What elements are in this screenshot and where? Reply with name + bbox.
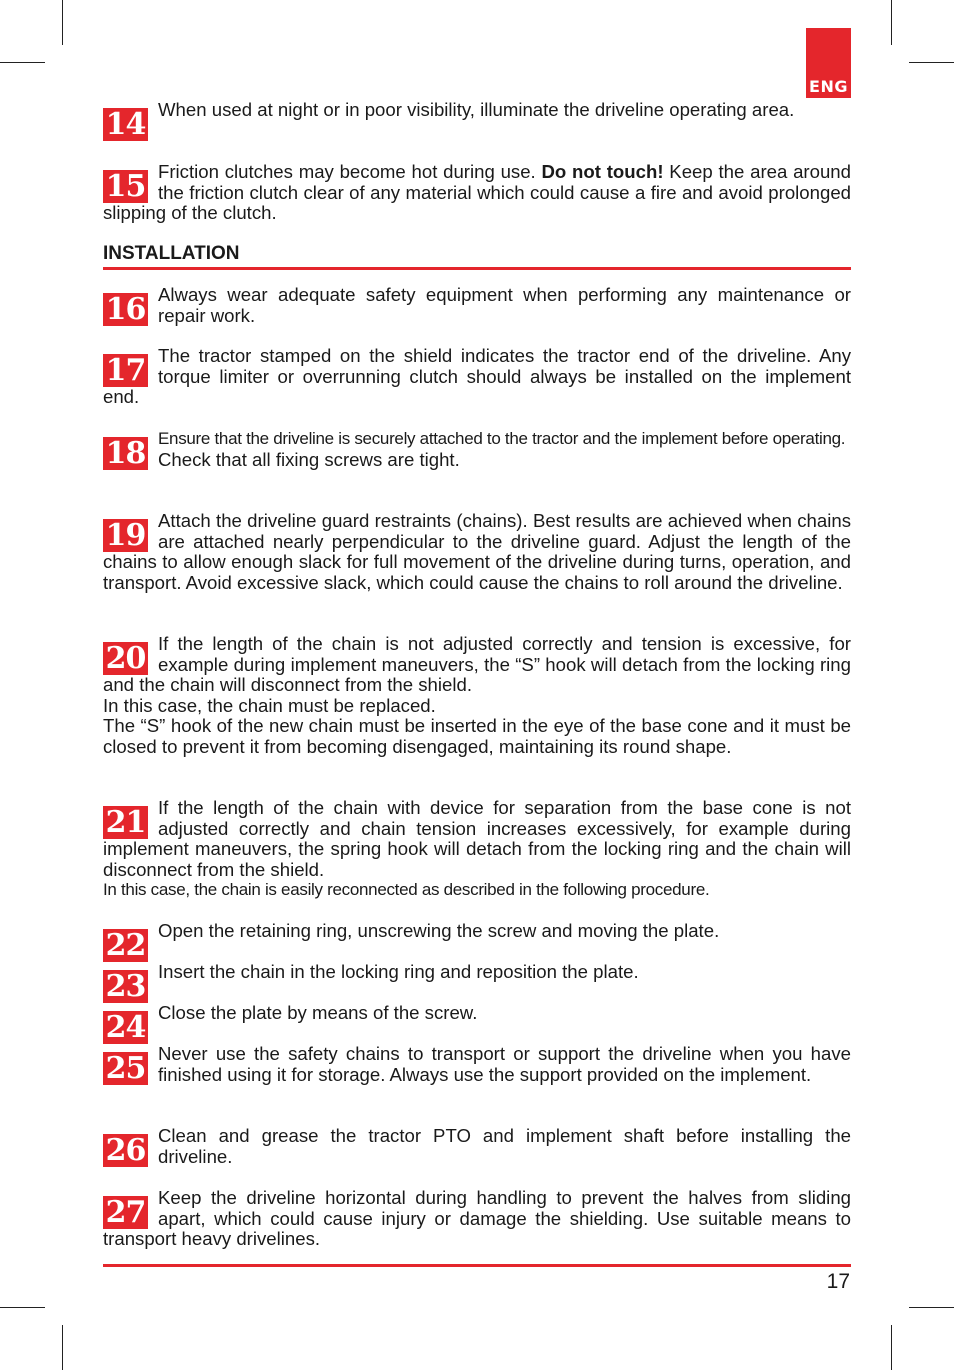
footer-rule <box>103 1264 851 1267</box>
item-number: 25 <box>103 1052 148 1085</box>
crop-mark <box>62 0 63 45</box>
list-item <box>103 1003 851 1044</box>
item-text: If the length of the chain with device for separation from the base cone is not adjusted correctly and chain tension increases excessively, for example during implement maneuvers, the spring hook will detach from the locking ring and the chain will disconnect from the shield. <box>103 797 851 880</box>
list-item <box>103 511 851 593</box>
list-item <box>103 285 851 326</box>
crop-mark <box>0 62 45 63</box>
item-text-post: Keep the area around the friction clutch clear of any material which could cause a fire and avoid prolonged slipping of the clutch. <box>103 161 851 224</box>
section-title: INSTALLATION <box>103 243 240 264</box>
item-number: 16 <box>103 293 148 326</box>
language-tab <box>806 28 851 98</box>
section-rule <box>103 267 851 270</box>
item-text: Clean and grease the tractor PTO and implement shaft before installing the driveline. <box>158 1125 851 1167</box>
list-item <box>103 1044 851 1085</box>
warning-text: Do not touch! <box>541 161 664 182</box>
list-item <box>103 429 851 470</box>
list-item <box>103 100 851 141</box>
crop-mark <box>909 62 954 63</box>
item-text: The “S” hook of the new chain must be inserted in the eye of the base cone and it must be closed to prevent it from becoming disengaged, maintaining its round shape. <box>103 715 851 757</box>
item-text: In this case, the chain is easily reconnected as described in the following procedure. <box>103 880 710 900</box>
list-item <box>103 162 851 224</box>
crop-mark <box>909 1307 954 1308</box>
list-item <box>103 921 851 962</box>
item-number: 22 <box>103 929 148 962</box>
page-number: 17 <box>826 1270 850 1293</box>
item-number: 19 <box>103 519 148 552</box>
list-item <box>103 634 851 758</box>
item-text: Always wear adequate safety equipment when performing any maintenance or repair work. <box>158 284 851 326</box>
item-number: 24 <box>103 1011 148 1044</box>
item-text: In this case, the chain must be replaced. <box>103 694 436 716</box>
item-text-pre: Friction clutches may become hot during use. <box>158 161 542 182</box>
item-text: Check that all fixing screws are tight. <box>158 448 460 470</box>
item-text: Open the retaining ring, unscrewing the screw and moving the plate. <box>158 920 720 941</box>
item-number: 26 <box>103 1134 148 1167</box>
list-item <box>103 346 851 408</box>
item-text: Ensure that the driveline is securely attached to the tractor and the implement before operating. <box>158 429 846 448</box>
item-number: 15 <box>103 170 148 203</box>
item-text: Keep the driveline horizontal during handling to prevent the halves from sliding apart, which could cause injury or damage the shielding. Use suitable means to transport heavy drivelines. <box>103 1187 851 1250</box>
list-item <box>103 1126 851 1167</box>
item-text <box>103 162 851 224</box>
list-item <box>103 798 851 901</box>
item-text: Close the plate by means of the screw. <box>158 1002 478 1023</box>
item-number: 18 <box>103 437 148 470</box>
crop-mark <box>62 1325 63 1370</box>
item-text: Attach the driveline guard restraints (chains). Best results are achieved when chains are attached nearly perpendicular to the driveline guard. Adjust the length of the chains to allow enough slack for full movement of the driveline during turns, operation, and transport. Avoid excessive slack, which could cause the chains to roll around the driveline. <box>103 510 851 593</box>
crop-mark <box>891 1325 892 1370</box>
item-number: 17 <box>103 354 148 387</box>
item-number: 21 <box>103 806 148 839</box>
language-label: ENG <box>809 77 848 96</box>
item-text: The tractor stamped on the shield indicates the tractor end of the driveline. Any torque limiter or overrunning clutch should always be installed on the implement end. <box>103 345 851 408</box>
item-text: When used at night or in poor visibility, illuminate the driveline operating area. <box>158 99 795 120</box>
crop-mark <box>891 0 892 45</box>
list-item <box>103 962 851 1003</box>
list-item <box>103 1188 851 1250</box>
item-number: 14 <box>103 108 148 141</box>
item-number: 20 <box>103 642 148 675</box>
item-number: 23 <box>103 970 148 1003</box>
item-number: 27 <box>103 1196 148 1229</box>
crop-mark <box>0 1307 45 1308</box>
item-text: Never use the safety chains to transport or support the driveline when you have finished using it for storage. Always use the support provided on the implement. <box>158 1043 851 1085</box>
item-text: If the length of the chain is not adjusted correctly and tension is excessive, for example during implement maneuvers, the “S” hook will detach from the locking ring and the chain will disconnect from the shield. <box>103 633 851 696</box>
item-text: Insert the chain in the locking ring and reposition the plate. <box>158 961 639 982</box>
